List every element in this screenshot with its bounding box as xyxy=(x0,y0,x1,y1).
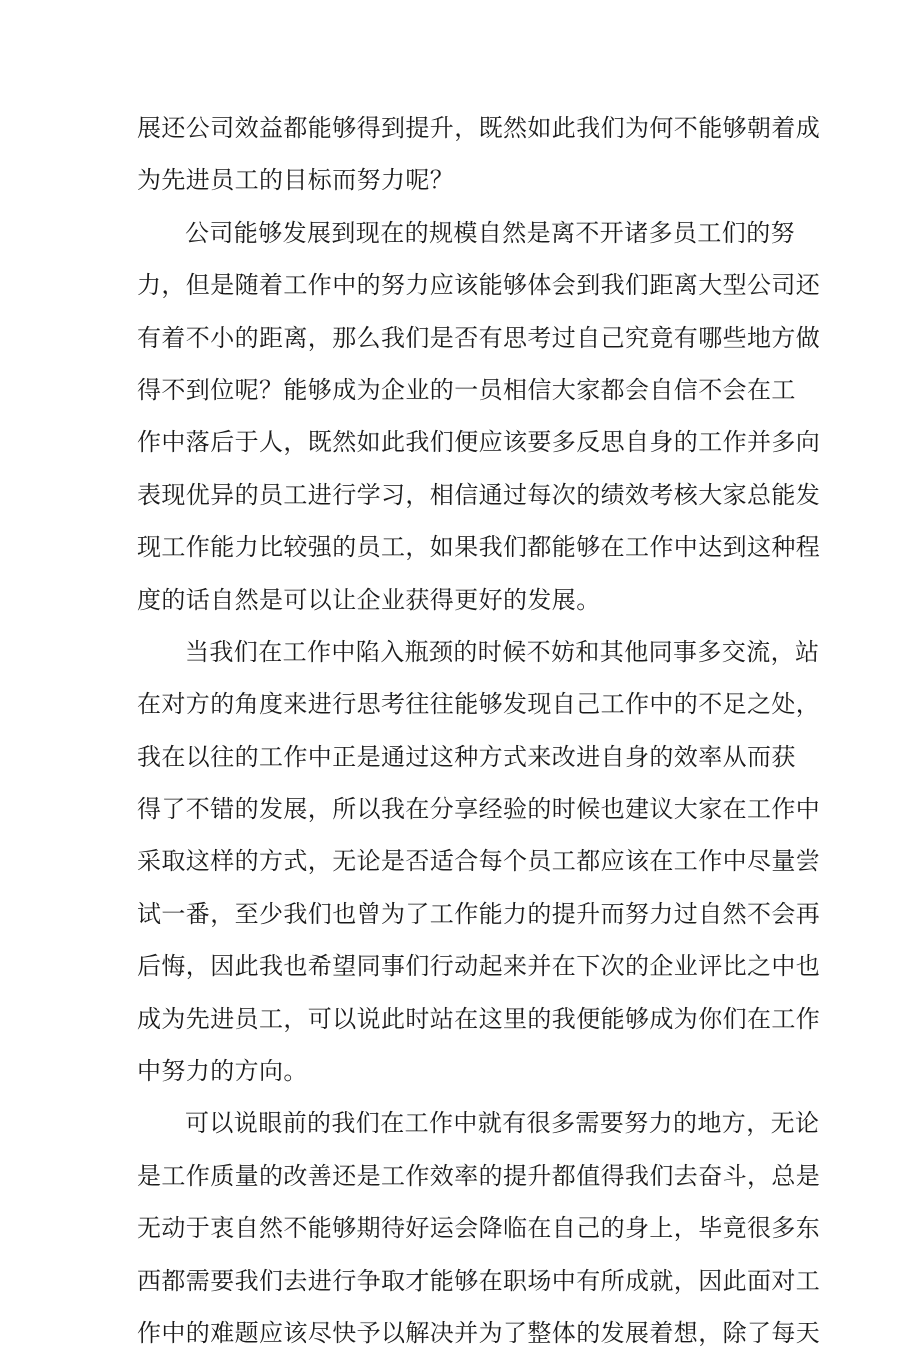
text-line: 为先进员工的目标而努力呢？ xyxy=(137,166,455,195)
text-line: 当我们在工作中陷入瓶颈的时候不妨和其他同事多交流，站 xyxy=(185,637,820,666)
paragraph-1 xyxy=(137,102,821,207)
text-line: 现工作能力比较强的员工，如果我们都能够在工作中达到这种程 xyxy=(137,533,821,562)
text-line: 在对方的角度来进行思考往往能够发现自己工作中的不足之处， xyxy=(137,690,821,719)
paragraph-4 xyxy=(137,1097,821,1359)
text-line: 度的话自然是可以让企业获得更好的发展。 xyxy=(137,585,601,614)
text-line: 是工作质量的改善还是工作效率的提升都值得我们去奋斗，总是 xyxy=(137,1161,821,1190)
text-line: 力，但是随着工作中的努力应该能够体会到我们距离大型公司还 xyxy=(137,271,821,300)
text-line: 表现优异的员工进行学习，相信通过每次的绩效考核大家总能发 xyxy=(137,480,821,509)
text-line: 展还公司效益都能够得到提升，既然如此我们为何不能够朝着成 xyxy=(137,114,821,142)
text-line: 中努力的方向。 xyxy=(137,1057,308,1086)
document-body xyxy=(137,102,821,1359)
text-line: 有着不小的距离，那么我们是否有思考过自己究竟有哪些地方做 xyxy=(137,323,821,352)
text-line: 我在以往的工作中正是通过这种方式来改进自身的效率从而获 xyxy=(137,742,796,771)
text-line: 无动于衷自然不能够期待好运会降临在自己的身上，毕竟很多东 xyxy=(137,1214,821,1243)
text-line: 作中的难题应该尽快予以解决并为了整体的发展着想，除了每天 xyxy=(137,1318,821,1347)
text-line: 试一番，至少我们也曾为了工作能力的提升而努力过自然不会再 xyxy=(137,899,821,928)
text-line: 得了不错的发展，所以我在分享经验的时候也建议大家在工作中 xyxy=(137,795,821,824)
text-line: 得不到位呢？能够成为企业的一员相信大家都会自信不会在工 xyxy=(137,375,796,404)
text-line: 公司能够发展到现在的规模自然是离不开诸多员工们的努 xyxy=(185,218,795,247)
paragraph-2 xyxy=(137,207,821,626)
text-line: 采取这样的方式，无论是否适合每个员工都应该在工作中尽量尝 xyxy=(137,847,821,876)
text-line: 作中落后于人，既然如此我们便应该要多反思自身的工作并多向 xyxy=(137,428,821,457)
text-line: 西都需要我们去进行争取才能够在职场中有所成就，因此面对工 xyxy=(137,1266,821,1295)
text-line: 可以说眼前的我们在工作中就有很多需要努力的地方，无论 xyxy=(185,1109,820,1138)
paragraph-3 xyxy=(137,626,821,1098)
text-line: 后悔，因此我也希望同事们行动起来并在下次的企业评比之中也 xyxy=(137,952,821,981)
text-line: 成为先进员工，可以说此时站在这里的我便能够成为你们在工作 xyxy=(137,1004,821,1033)
